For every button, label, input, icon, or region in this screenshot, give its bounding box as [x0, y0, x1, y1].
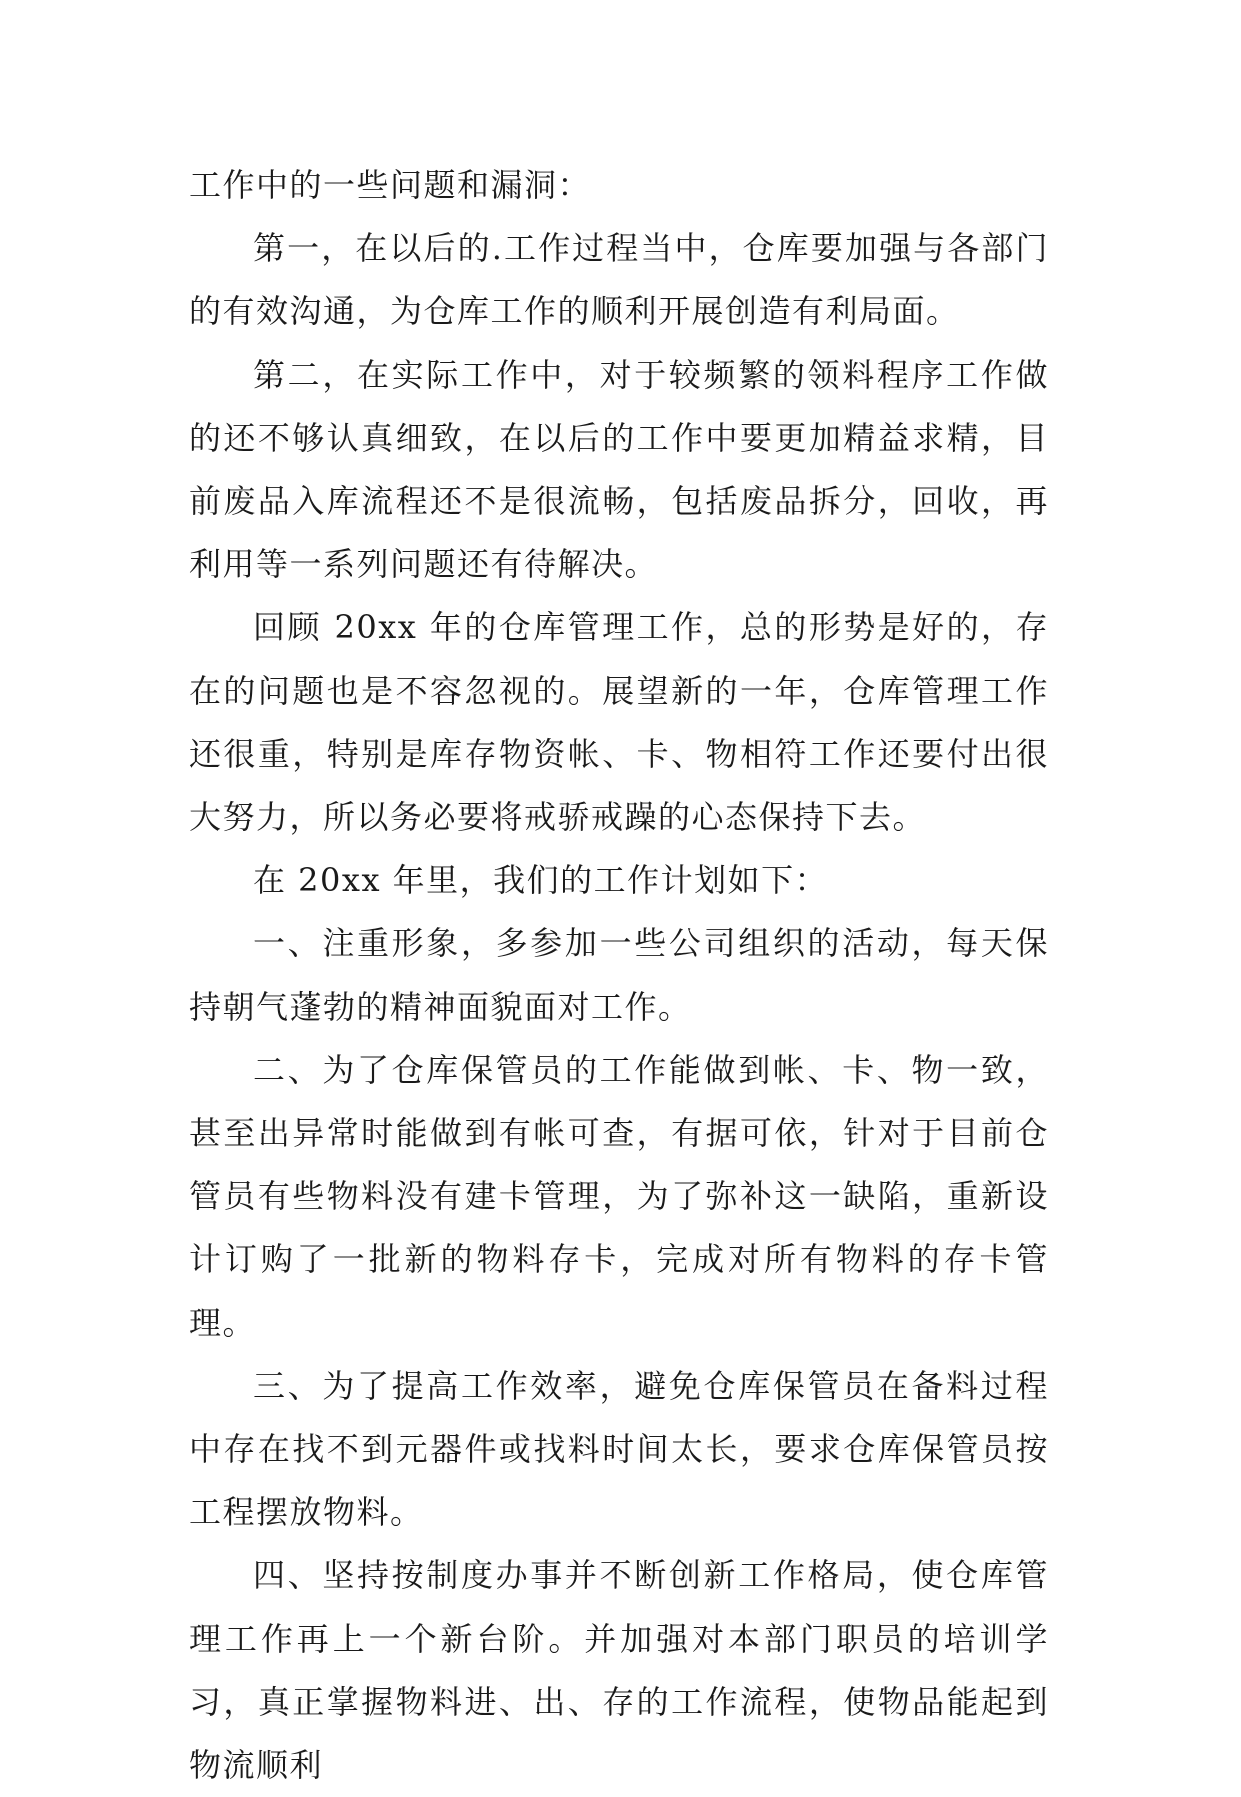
paragraph-plan-intro: 在 20xx 年里，我们的工作计划如下： [253, 861, 829, 900]
paragraph-point-two: 第二，在实际工作中，对于较频繁的领料程序工作做的还不够认真细致，在以后的工作中要更加精益求精，目前废品入库流程还不是很流畅，包括废品拆分，回收，再利用等一系列问题还有待解决。 [189, 355, 1049, 584]
paragraph-intro: 工作中的一些问题和漏洞： [189, 166, 592, 204]
paragraph-review: 回顾 20xx 年的仓库管理工作，总的形势是好的，存在的问题也是不容忽视的。展望新的一年，仓库管理工作还很重，特别是库存物资帐、卡、物相符工作还要付出很大努力，所以务必要将戒骄戒躁的心态保持下去。 [189, 608, 1049, 837]
paragraph-plan-one: 一、注重形象，多参加一些公司组织的活动，每天保持朝气蓬勃的精神面貌面对工作。 [189, 924, 1049, 1026]
document-body [189, 154, 1049, 1797]
paragraph-plan-two: 二、为了仓库保管员的工作能做到帐、卡、物一致，甚至出异常时能做到有帐可查，有据可依，针对于目前仓管员有些物料没有建卡管理，为了弥补这一缺陷，重新设计订购了一批新的物料存卡，完成对所有物料的存卡管理。 [189, 1050, 1049, 1342]
paragraph-point-one: 第一，在以后的.工作过程当中，仓库要加强与各部门的有效沟通，为仓库工作的顺利开展创造有利局面。 [189, 229, 1049, 331]
paragraph-plan-three: 三、为了提高工作效率，避免仓库保管员在备料过程中存在找不到元器件或找料时间太长，要求仓库保管员按工程摆放物料。 [189, 1366, 1049, 1532]
paragraph-plan-four: 四、坚持按制度办事并不断创新工作格局，使仓库管理工作再上一个新台阶。并加强对本部门职员的培训学习，真正掌握物料进、出、存的工作流程，使物品能起到物流顺利 [189, 1556, 1049, 1785]
